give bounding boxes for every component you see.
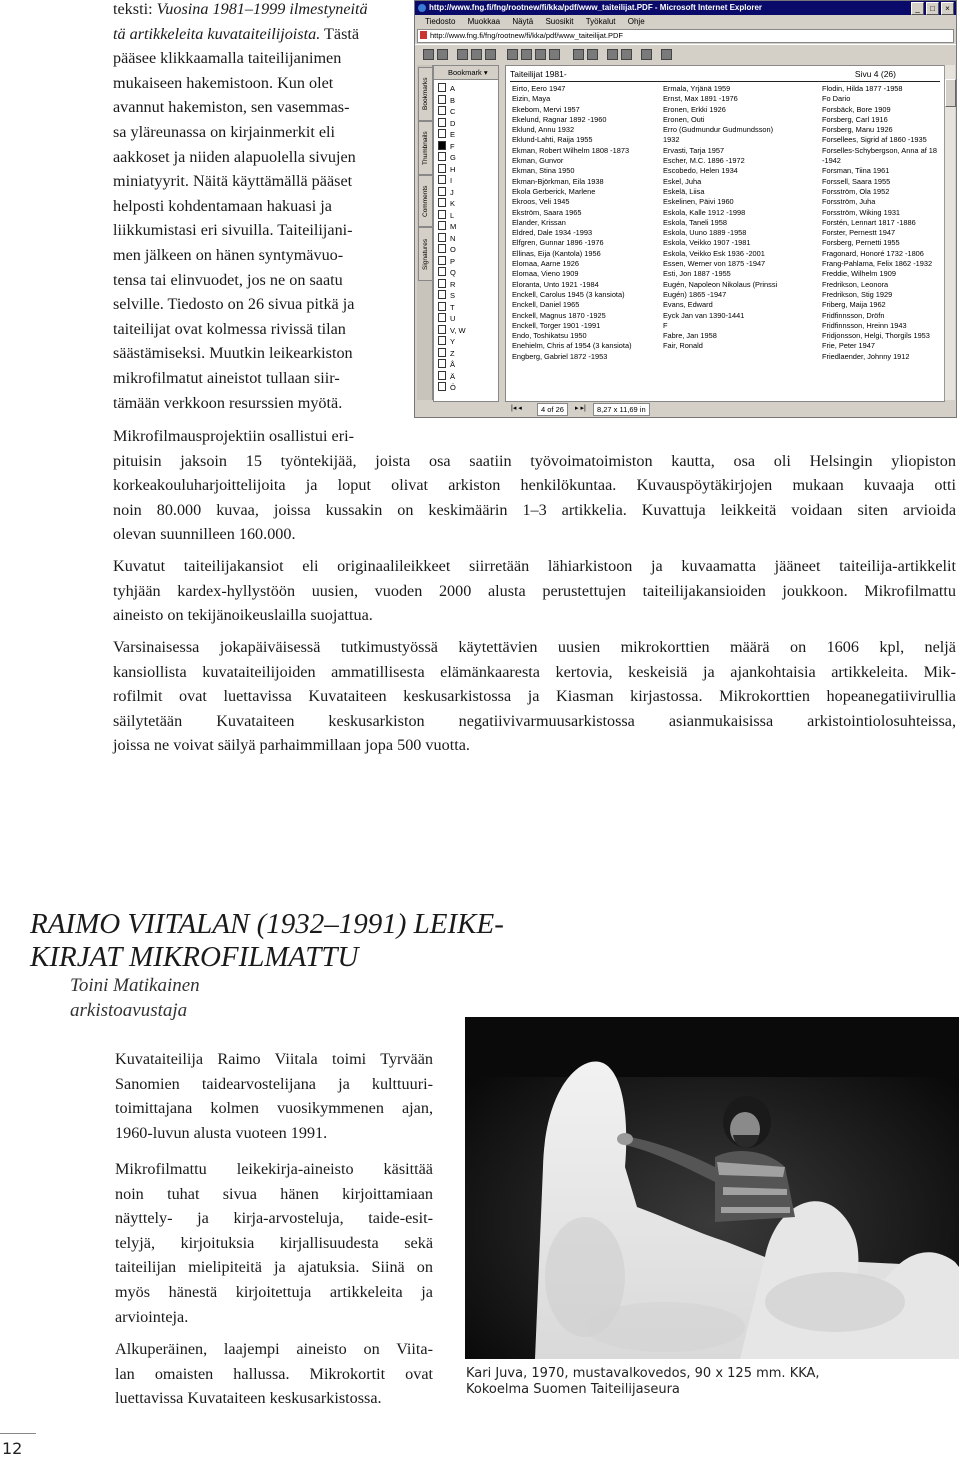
artist-entry: Essen, Werner von 1875 -1947	[663, 259, 766, 269]
intro-line: pääsee klikkaamalla taiteilijanimen	[113, 49, 342, 68]
author-name: Toini Matikainen	[70, 975, 200, 996]
intro-line: mukaiseen hakemistoon. Kun olet	[113, 73, 334, 92]
bookmark-item[interactable]: M	[434, 221, 498, 233]
column-paragraph-3	[115, 1337, 433, 1411]
artist-entry: Fridjonsson, Helgi, Thorgils 1953	[822, 331, 930, 341]
page-icon	[438, 152, 446, 161]
fit-page-icon[interactable]	[607, 49, 618, 60]
body-line: korkeakouluharjoittelijoita ja loput olivat arkiston henkilökuntaa. Kuvauspöytäkirjojen mukaan kuvaaja otti	[113, 476, 956, 495]
page-icon	[438, 279, 446, 288]
column-line: telyjä, kirjoituksia kirjallisuudesta sekä	[115, 1233, 433, 1252]
first-page-icon[interactable]: |◂ ◂	[511, 405, 522, 412]
artist-entry: Forsström, Wiking 1931	[822, 207, 901, 217]
artist-entry: Eskola, Uuno 1889 -1958	[663, 228, 747, 238]
artist-entry: Escher, M.C. 1896 -1972	[663, 156, 745, 166]
bookmark-item[interactable]: Ä	[434, 371, 498, 383]
body-line: kansiollista kuvataiteilijoiden ammatillisesta elämänkaaresta kertovia, keskeisiä ja ajankohtaisia artikkeleita. Mik-	[113, 662, 956, 681]
artist-entry: Forsellees, Sigrid af 1860 -1935	[822, 135, 927, 145]
bookmark-item[interactable]: O	[434, 244, 498, 256]
maximize-icon[interactable]: □	[926, 2, 939, 15]
print-icon[interactable]	[437, 49, 448, 60]
artist-entry: Ekebom, Mervi 1957	[512, 104, 580, 114]
body-line: Kuvatut taiteilijakansiot eli originaalileikkeet siirretään lähiarkistoon ja kuvaamatta jääneet taiteilija-artikkelit	[113, 557, 956, 575]
artist-entry: Ernst, Max 1891 -1976	[663, 94, 738, 104]
body-line: olevan suunnilleen 160.000.	[113, 525, 296, 544]
heading-line: KIRJAT MIKROFILMATTU	[30, 941, 359, 973]
bookmark-item[interactable]: H	[434, 164, 498, 176]
bookmark-item[interactable]: A	[434, 83, 498, 95]
intro-line: tensa tai elinvuodet, jos ne on saatu	[113, 270, 343, 289]
artist-entry: Ekola Gerberick, Marlene	[512, 186, 596, 196]
prev-page-icon[interactable]	[521, 49, 532, 60]
page-icon	[438, 83, 446, 92]
body-line: rofilmit ovat luettavissa Kuvataiteen keskusarkistossa ja Kiasman kirjastossa. Mikrokorttien hopeanegatiivirullia	[113, 687, 956, 706]
browser-titlebar	[415, 1, 956, 15]
column-paragraph-1	[115, 1047, 433, 1145]
artist-entry: Ekman, Gunvor	[512, 156, 564, 166]
artist-entry: Eyck Jan van 1390-1441	[663, 310, 745, 320]
column-line: taiteilijan mielipiteitä ja ajatuksia. Siinä on	[115, 1258, 433, 1277]
rotate-icon[interactable]	[641, 49, 652, 60]
bookmark-menu[interactable]: Bookmark ▾	[434, 66, 498, 80]
artist-entry: Forsberg, Pernetti 1955	[822, 238, 900, 248]
tab-thumbnails[interactable]: Thumbnails	[418, 121, 433, 175]
artist-entry: Forsberg, Carl 1916	[822, 114, 888, 124]
first-page-icon[interactable]	[507, 49, 518, 60]
artist-entry: Friedlaender, Johnny 1912	[822, 351, 910, 361]
artist-entry: Fredrikson, Leonora	[822, 279, 889, 289]
page-icon	[438, 187, 446, 196]
artist-entry: Eskelä, Liisa	[663, 186, 705, 196]
bookmark-item[interactable]: S	[434, 290, 498, 302]
pdf-toolbar	[415, 44, 956, 64]
artist-entry: Ekroos, Veli 1945	[512, 197, 570, 207]
bookmark-item[interactable]: J	[434, 187, 498, 199]
column-line: arviointeja.	[115, 1307, 189, 1326]
artist-entry: Eskel, Juha	[663, 176, 702, 186]
browser-title: http://www.fng.fi/fng/rootnew/fi/kka/pdf/www_taiteilijat.PDF - Microsoft Internet Explorer	[429, 3, 763, 12]
bookmark-item[interactable]: D	[434, 118, 498, 130]
artist-entry: Eizin, Maya	[512, 94, 551, 104]
page-icon	[438, 210, 446, 219]
intro-line: liikkumistasi eri sivuilla. Taiteilijani-	[113, 221, 353, 240]
artist-entry: 1932	[663, 135, 680, 145]
article-author	[70, 973, 200, 1023]
intro-line: helposti kohdentamaan hakuasi ja	[113, 196, 332, 215]
zoom-icon[interactable]	[471, 49, 482, 60]
last-page-icon[interactable]	[549, 49, 560, 60]
artist-entry: Friberg, Maija 1962	[822, 300, 886, 310]
pdf-page	[505, 65, 945, 402]
body-line: aineisto on tekijänoikeuslailla suojattua.	[113, 606, 373, 625]
artist-entry: Ekman, Stina 1950	[512, 166, 575, 176]
browser-screenshot	[414, 0, 957, 418]
scrollbar-thumb[interactable]	[945, 79, 956, 107]
hand-tool-icon[interactable]	[457, 49, 468, 60]
body-line: noin 80.000 kuvaa, joissa kussakin on keskimäärin 1–3 artikkelia. Kuvattuja leikkeitä voidaan siten arvioida	[113, 500, 956, 519]
artist-entry: Ekelund, Ragnar 1892 -1960	[512, 114, 607, 124]
minimize-icon[interactable]: _	[911, 2, 924, 15]
intro-line: avannut hakemiston, sen vasemmas-	[113, 98, 350, 117]
artist-entry: F	[663, 320, 668, 330]
browser-menubar	[415, 15, 956, 28]
column-line: Alkuperäinen, laajempi aineisto on Viita-	[115, 1340, 433, 1358]
page-icon	[438, 141, 446, 150]
artist-entry: Forssell, Saara 1955	[822, 176, 891, 186]
artist-entry: Eronen, Outi	[663, 114, 705, 124]
zoom-out-icon[interactable]	[587, 49, 598, 60]
page-number-field[interactable]: 4 of 26	[537, 403, 568, 416]
menu-tyokalut[interactable]: Työkalut	[585, 17, 616, 26]
artist-entry: Eklund-Lahti, Raija 1955	[512, 135, 593, 145]
bookmark-item-selected[interactable]: F	[434, 141, 498, 153]
artist-entry: Eirto, Eero 1947	[512, 84, 566, 93]
artist-entry: Enckell, Daniel 1965	[512, 300, 580, 310]
bookmark-item[interactable]: Z	[434, 348, 498, 360]
ie-logo-icon	[418, 4, 426, 12]
intro-line: men jälkeen on hänen syntymävuo-	[113, 245, 344, 264]
page-icon	[438, 129, 446, 138]
artist-entry: Enckell, Carolus 1945 (3 kansiota)	[512, 289, 625, 299]
bookmark-item[interactable]: Q	[434, 267, 498, 279]
bookmark-item[interactable]: C	[434, 106, 498, 118]
intro-line: aakkoset ja niiden alapuolella sivujen	[113, 147, 356, 166]
pdf-statusbar	[415, 401, 956, 417]
photo-caption	[466, 1366, 820, 1398]
artist-entry: Eskola, Veikko 1907 -1981	[663, 238, 751, 248]
artist-entry: Frie, Peter 1947	[822, 341, 875, 351]
page-icon	[438, 221, 446, 230]
heading-line: RAIMO VIITALAN (1932–1991) LEIKE-	[30, 908, 504, 940]
column-line: Sanomien taidearvostelijana ja kulttuuri-	[115, 1074, 433, 1093]
artist-entry: Elomaa, Vieno 1909	[512, 269, 579, 279]
search-icon[interactable]	[661, 49, 672, 60]
column-line: Mikrofilmattu leikekirja-aineisto käsittää	[115, 1160, 433, 1178]
menu-nayta[interactable]: Näytä	[512, 17, 534, 26]
fit-width-icon[interactable]	[621, 49, 632, 60]
artist-entry: Elander, Krissan	[512, 217, 566, 227]
page-icon	[438, 256, 446, 265]
navigation-pane	[417, 65, 497, 400]
pdf-page-indicator: Sivu 4 (26)	[854, 69, 896, 79]
intro-line: selville. Tiedosto on 26 sivua pitkä ja	[113, 295, 355, 314]
artist-entry: Forsman, Tiina 1961	[822, 166, 890, 176]
artist-entry: Fragonard, Honoré 1732 -1806	[822, 248, 924, 258]
menu-ohje[interactable]: Ohje	[627, 17, 645, 26]
tab-bookmarks[interactable]: Bookmarks	[418, 67, 433, 121]
column-line: 1960-luvun alusta vuoteen 1991.	[115, 1123, 328, 1142]
artist-entry: Forsström, Ola 1952	[822, 186, 890, 196]
bookmark-item[interactable]: V, W	[434, 325, 498, 337]
bookmark-item[interactable]: I	[434, 175, 498, 187]
pdf-page-header	[510, 68, 940, 82]
page-icon	[438, 106, 446, 115]
bookmark-item[interactable]: E	[434, 129, 498, 141]
page-icon	[438, 290, 446, 299]
caption-line: Kokoelma Suomen Taiteilijaseura	[466, 1382, 680, 1397]
artist-entry: Forselles-Schybergson, Anna af 18	[822, 145, 938, 155]
menu-muokkaa[interactable]: Muokkaa	[467, 17, 501, 26]
artist-entry: Evans, Edward	[663, 300, 713, 310]
artist-entry: Ekman, Robert Wilhelm 1808 -1873	[512, 145, 630, 155]
artist-entry: Ekman-Björkman, Eila 1938	[512, 176, 604, 186]
pdf-doc-title: Taiteilijat 1981-	[510, 69, 567, 79]
menu-tiedosto[interactable]: Tiedosto	[425, 17, 456, 26]
zoom-in-icon[interactable]	[573, 49, 584, 60]
artist-entry: Fridfinnsson, Hreinn 1943	[822, 320, 907, 330]
artist-column-3	[822, 84, 937, 362]
artist-entry: Fridfinnsson, Dröfn	[822, 310, 885, 320]
page-size-field: 8,27 x 11,69 in	[593, 403, 650, 416]
artist-entry: Fo Dario	[822, 94, 851, 104]
artist-entry: Forstén, Lennart 1817 -1886	[822, 217, 916, 227]
bookmark-item[interactable]: G	[434, 152, 498, 164]
tab-signatures[interactable]: Signatures	[418, 227, 433, 281]
address-bar[interactable]	[417, 29, 954, 43]
artist-entry: Eronen, Erkki 1926	[663, 104, 726, 114]
window-controls	[911, 2, 954, 15]
page-icon	[438, 336, 446, 345]
page-icon	[438, 302, 446, 311]
artist-entry: -1942	[822, 156, 841, 166]
bookmark-item[interactable]: T	[434, 302, 498, 314]
nav-tabs	[417, 65, 433, 400]
column-line: myös hänestä kirjoitettuja artikkeleita ja	[115, 1282, 433, 1301]
artist-entry: Eskelinen, Päivi 1960	[663, 197, 734, 207]
artist-column-1	[512, 84, 632, 362]
page-icon	[438, 371, 446, 380]
page-icon	[438, 348, 446, 357]
artist-column-2	[663, 84, 777, 352]
page-icon	[438, 164, 446, 173]
tab-comments[interactable]: Comments	[418, 175, 433, 227]
page-icon	[438, 95, 446, 104]
column-line: noin tuhat sivua hänen kirjoittamiaan	[115, 1184, 433, 1203]
artist-entry: Ellinas, Eija (Kantola) 1956	[512, 248, 601, 258]
column-line: luettavissa Kuvataiteen keskusarkistossa.	[115, 1389, 382, 1408]
bookmark-item[interactable]: P	[434, 256, 498, 268]
bookmark-item[interactable]: N	[434, 233, 498, 245]
bookmark-item[interactable]: U	[434, 313, 498, 325]
artist-entry: Eskola, Kalle 1912 -1998	[663, 207, 746, 217]
bookmarks-panel	[433, 65, 499, 402]
artist-entry: Ervasti, Tarja 1957	[663, 145, 725, 155]
next-page-icon[interactable]	[535, 49, 546, 60]
body-line: Mikrofilmausprojektiin osallistui eri-	[113, 427, 354, 445]
artist-entry: Forsberg, Manu 1926	[822, 125, 893, 135]
body-line: Varsinaisessa jokapäiväisessä tutkimustyössä käytettävien uusien mikrokorttien määrä on 1606 kpl, neljä	[113, 638, 956, 656]
bookmark-item[interactable]: K	[434, 198, 498, 210]
address-text: http://www.fng.fi/fng/rootnew/fi/kka/pdf/www_taiteilijat.PDF	[430, 31, 623, 40]
intro-line: miniatyyrit. Näitä käyttämällä pääset	[113, 172, 353, 191]
intro-line: mikrofilmatut aineistot tullaan siir-	[113, 368, 340, 387]
page-icon	[438, 359, 446, 368]
artist-entry: Fredrikson, Stig 1929	[822, 289, 893, 299]
artist-entry: Frang-Pahlama, Felix 1862 -1932	[822, 259, 933, 269]
artist-entry: Eugén) 1865 -1947	[663, 289, 727, 299]
sculpture-photo	[465, 1017, 959, 1359]
intro-line: säästämiseksi. Muutkin leikearkiston	[113, 344, 353, 363]
artist-entry: Freddie, Wilhelm 1909	[822, 269, 896, 279]
artist-entry: Eskola, Taneli 1958	[663, 217, 727, 227]
artist-entry: Forster, Pernestt 1947	[822, 228, 896, 238]
artist-entry: Enckell, Torger 1901 -1991	[512, 320, 601, 330]
body-paragraph-2	[113, 554, 956, 628]
page-icon	[438, 382, 446, 391]
next-page-icon[interactable]: ▸ ▸|	[575, 405, 586, 412]
article-heading	[30, 908, 504, 974]
intro-line: teksti: Vuosina 1981–1999 ilmestyneitä	[113, 0, 368, 18]
column-line: näyttely- ja kirja-arvosteluja, taide-esit-	[115, 1209, 433, 1228]
column-line: lan omaisten hallussa. Mikrokortit ovat	[115, 1364, 433, 1383]
page-number: 12	[2, 1439, 23, 1458]
artist-entry: Engberg, Gabriel 1872 -1953	[512, 351, 608, 361]
page-icon	[438, 244, 446, 253]
artist-entry: Erro (Gudmundur Gudmundsson)	[663, 125, 774, 135]
author-title: arkistoavustaja	[70, 1000, 188, 1021]
photograph	[465, 1017, 959, 1359]
bookmark-item[interactable]: Ö	[434, 382, 498, 394]
bookmark-item[interactable]: Y	[434, 336, 498, 348]
page-icon	[438, 198, 446, 207]
artist-entry: Enckell, Magnus 1870 -1925	[512, 310, 606, 320]
page-icon	[438, 325, 446, 334]
body-line: säilytetään Kuvataiteen keskusarkiston negatiivivarmuusarkistossa asianmukaisissa arkistointiolosuhteissa,	[113, 711, 956, 730]
artist-entry: Eugén, Napoleon Nikolaus (Prinssi	[663, 279, 778, 289]
column-paragraph-2	[115, 1157, 433, 1329]
artist-entry: Fabre, Jan 1958	[663, 331, 717, 341]
select-text-icon[interactable]	[485, 49, 496, 60]
artist-entry: Escobedo, Helen 1934	[663, 166, 738, 176]
page-icon	[420, 31, 427, 39]
bookmark-item[interactable]: R	[434, 279, 498, 291]
page-icon	[438, 118, 446, 127]
body-line: tyhjään kardex-hyllystöön uusien, vuoden 2000 alusta perustettujen taiteilijakansioiden joukkoon. Mikrofilmattu	[113, 581, 956, 600]
artist-entry: Flodin, Hilda 1877 -1958	[822, 84, 903, 93]
bookmark-list	[434, 80, 498, 394]
intro-line: sa yläreunassa on kirjainmerkit eli	[113, 122, 336, 141]
artist-entry: Forsström, Juha	[822, 197, 876, 207]
artist-entry: Elomaa, Aarne 1926	[512, 259, 579, 269]
column-line: toimittajana kolmen vuosikymmenen ajan,	[115, 1099, 433, 1118]
artist-entry: Ermala, Yrjänä 1959	[663, 84, 731, 93]
bookmark-item[interactable]: L	[434, 210, 498, 222]
page-icon	[438, 313, 446, 322]
body-line: joissa ne voivat säilyä parhaimmillaan jopa 500 vuotta.	[113, 736, 470, 755]
artist-entry: Fair, Ronald	[663, 341, 703, 351]
vertical-scrollbar[interactable]	[944, 65, 955, 400]
intro-line: tä artikkeleita kuvataiteilijoista. Tästä	[113, 24, 360, 43]
menu-suosikit[interactable]: Suosikit	[545, 17, 574, 26]
intro-line: taiteilijat ovat kolmessa rivissä tilan	[113, 319, 346, 338]
artist-entry: Enehielm, Chris af 1954 (3 kansiota)	[512, 341, 632, 351]
page-icon	[438, 175, 446, 184]
close-icon[interactable]: ×	[941, 2, 954, 15]
body-paragraph-3	[113, 635, 956, 758]
artist-entry: Eklund, Annu 1932	[512, 125, 575, 135]
save-icon[interactable]	[423, 49, 434, 60]
artist-entry: Ekström, Saara 1965	[512, 207, 582, 217]
page-icon	[438, 233, 446, 242]
page-icon	[438, 267, 446, 276]
artist-entry: Endo, Toshikatsu 1950	[512, 331, 587, 341]
artist-entry: Forsbäck, Bore 1909	[822, 104, 891, 114]
artist-entry: Eskola, Veikko Esk 1936 -2001	[663, 248, 765, 258]
artist-entry: Elfgren, Gunnar 1896 -1976	[512, 238, 604, 248]
column-line: Kuvataiteilija Raimo Viitala toimi Tyrvään	[115, 1050, 433, 1068]
caption-line: Kari Juva, 1970, mustavalkovedos, 90 x 125 mm. KKA,	[466, 1366, 820, 1381]
bookmark-item[interactable]: B	[434, 95, 498, 107]
artist-entry: Eldred, Dale 1934 -1993	[512, 228, 593, 238]
body-line: pituisin jaksoin 15 työntekijää, joista osa saatiin työvoimatoimiston kautta, osa oli Helsingin yliopiston	[113, 451, 956, 470]
body-paragraph-1	[113, 424, 956, 547]
bookmark-item[interactable]: Å	[434, 359, 498, 371]
artist-entry: Eloranta, Unto 1921 -1984	[512, 279, 599, 289]
intro-paragraph	[113, 0, 391, 415]
intro-line: tämään verkkoon resurssien myötä.	[113, 393, 343, 412]
artist-entry: Esti, Jon 1887 -1955	[663, 269, 731, 279]
